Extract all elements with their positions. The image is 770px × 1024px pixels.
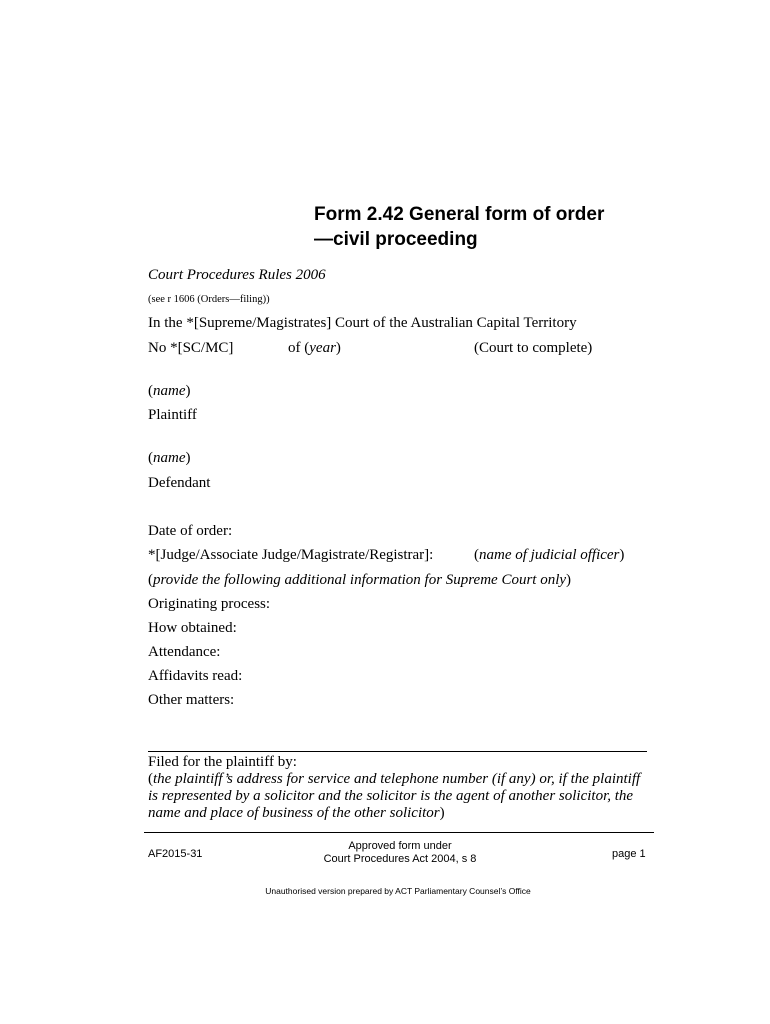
- approved-line-1: Approved form under: [348, 840, 452, 852]
- year-suffix: ): [335, 340, 341, 356]
- filed-note-text: the plaintiff’s address for service and telephone number (if any) or, if the plaintiff is represented by a solicitor and the solicitor is the agent of another solicitor, the name and place of business of the other solicitor: [148, 771, 641, 821]
- supreme-open: (: [148, 572, 153, 588]
- filed-note: [148, 771, 647, 822]
- field-attendance: Attendance:: [148, 644, 221, 660]
- plaintiff-role: Plaintiff: [148, 407, 197, 423]
- defendant-open: (: [148, 450, 153, 466]
- judicial-open: (: [474, 547, 479, 563]
- judicial-officer: [474, 547, 624, 564]
- see-reference: (see r 1606 (Orders—filing)): [148, 294, 270, 305]
- defendant-role: Defendant: [148, 475, 211, 491]
- year-placeholder: year: [309, 340, 336, 356]
- number-label: No *[SC/MC]: [148, 340, 234, 356]
- defendant-name: [148, 450, 191, 467]
- court-line: In the *[Supreme/Magistrates] Court of the Australian Capital Territory: [148, 315, 577, 331]
- page-number: page 1: [612, 848, 646, 860]
- footer-divider: [144, 832, 654, 833]
- supreme-note-text: provide the following additional information for Supreme Court only: [153, 572, 567, 588]
- supreme-close: ): [566, 572, 572, 588]
- form-code: AF2015-31: [148, 848, 203, 860]
- field-other-matters: Other matters:: [148, 692, 235, 708]
- judicial-close: ): [619, 547, 625, 563]
- plaintiff-name: [148, 383, 191, 400]
- judicial-officer-placeholder: name of judicial officer: [479, 547, 620, 563]
- judicial-label: *[Judge/Associate Judge/Magistrate/Registrar]:: [148, 547, 434, 563]
- court-to-complete: (Court to complete): [474, 340, 593, 356]
- year-prefix: of (: [288, 340, 310, 356]
- form-title-line-1: Form 2.42 General form of order: [314, 204, 605, 225]
- field-affidavits-read: Affidavits read:: [148, 668, 243, 684]
- plaintiff-name-placeholder: name: [153, 383, 186, 399]
- filed-heading: Filed for the plaintiff by:: [148, 754, 297, 770]
- filed-block: [148, 754, 647, 822]
- filed-open: (: [148, 771, 153, 787]
- approved-line-2: Court Procedures Act 2004, s 8: [323, 853, 477, 865]
- form-title-line-2: —civil proceeding: [314, 229, 478, 250]
- date-of-order: Date of order:: [148, 523, 233, 539]
- field-how-obtained: How obtained:: [148, 620, 237, 636]
- supreme-court-note: [148, 572, 571, 589]
- plaintiff-close: ): [185, 383, 191, 399]
- approved-form: [300, 840, 500, 866]
- defendant-close: ): [185, 450, 191, 466]
- year-field: [288, 340, 341, 357]
- form-title: [314, 202, 674, 252]
- rules-reference: Court Procedures Rules 2006: [148, 267, 326, 283]
- field-originating-process: Originating process:: [148, 596, 271, 612]
- defendant-name-placeholder: name: [153, 450, 186, 466]
- plaintiff-open: (: [148, 383, 153, 399]
- filed-divider: [148, 751, 647, 752]
- filed-close: ): [439, 805, 445, 821]
- unauthorised-notice: Unauthorised version prepared by ACT Parliamentary Counsel’s Office: [265, 886, 531, 896]
